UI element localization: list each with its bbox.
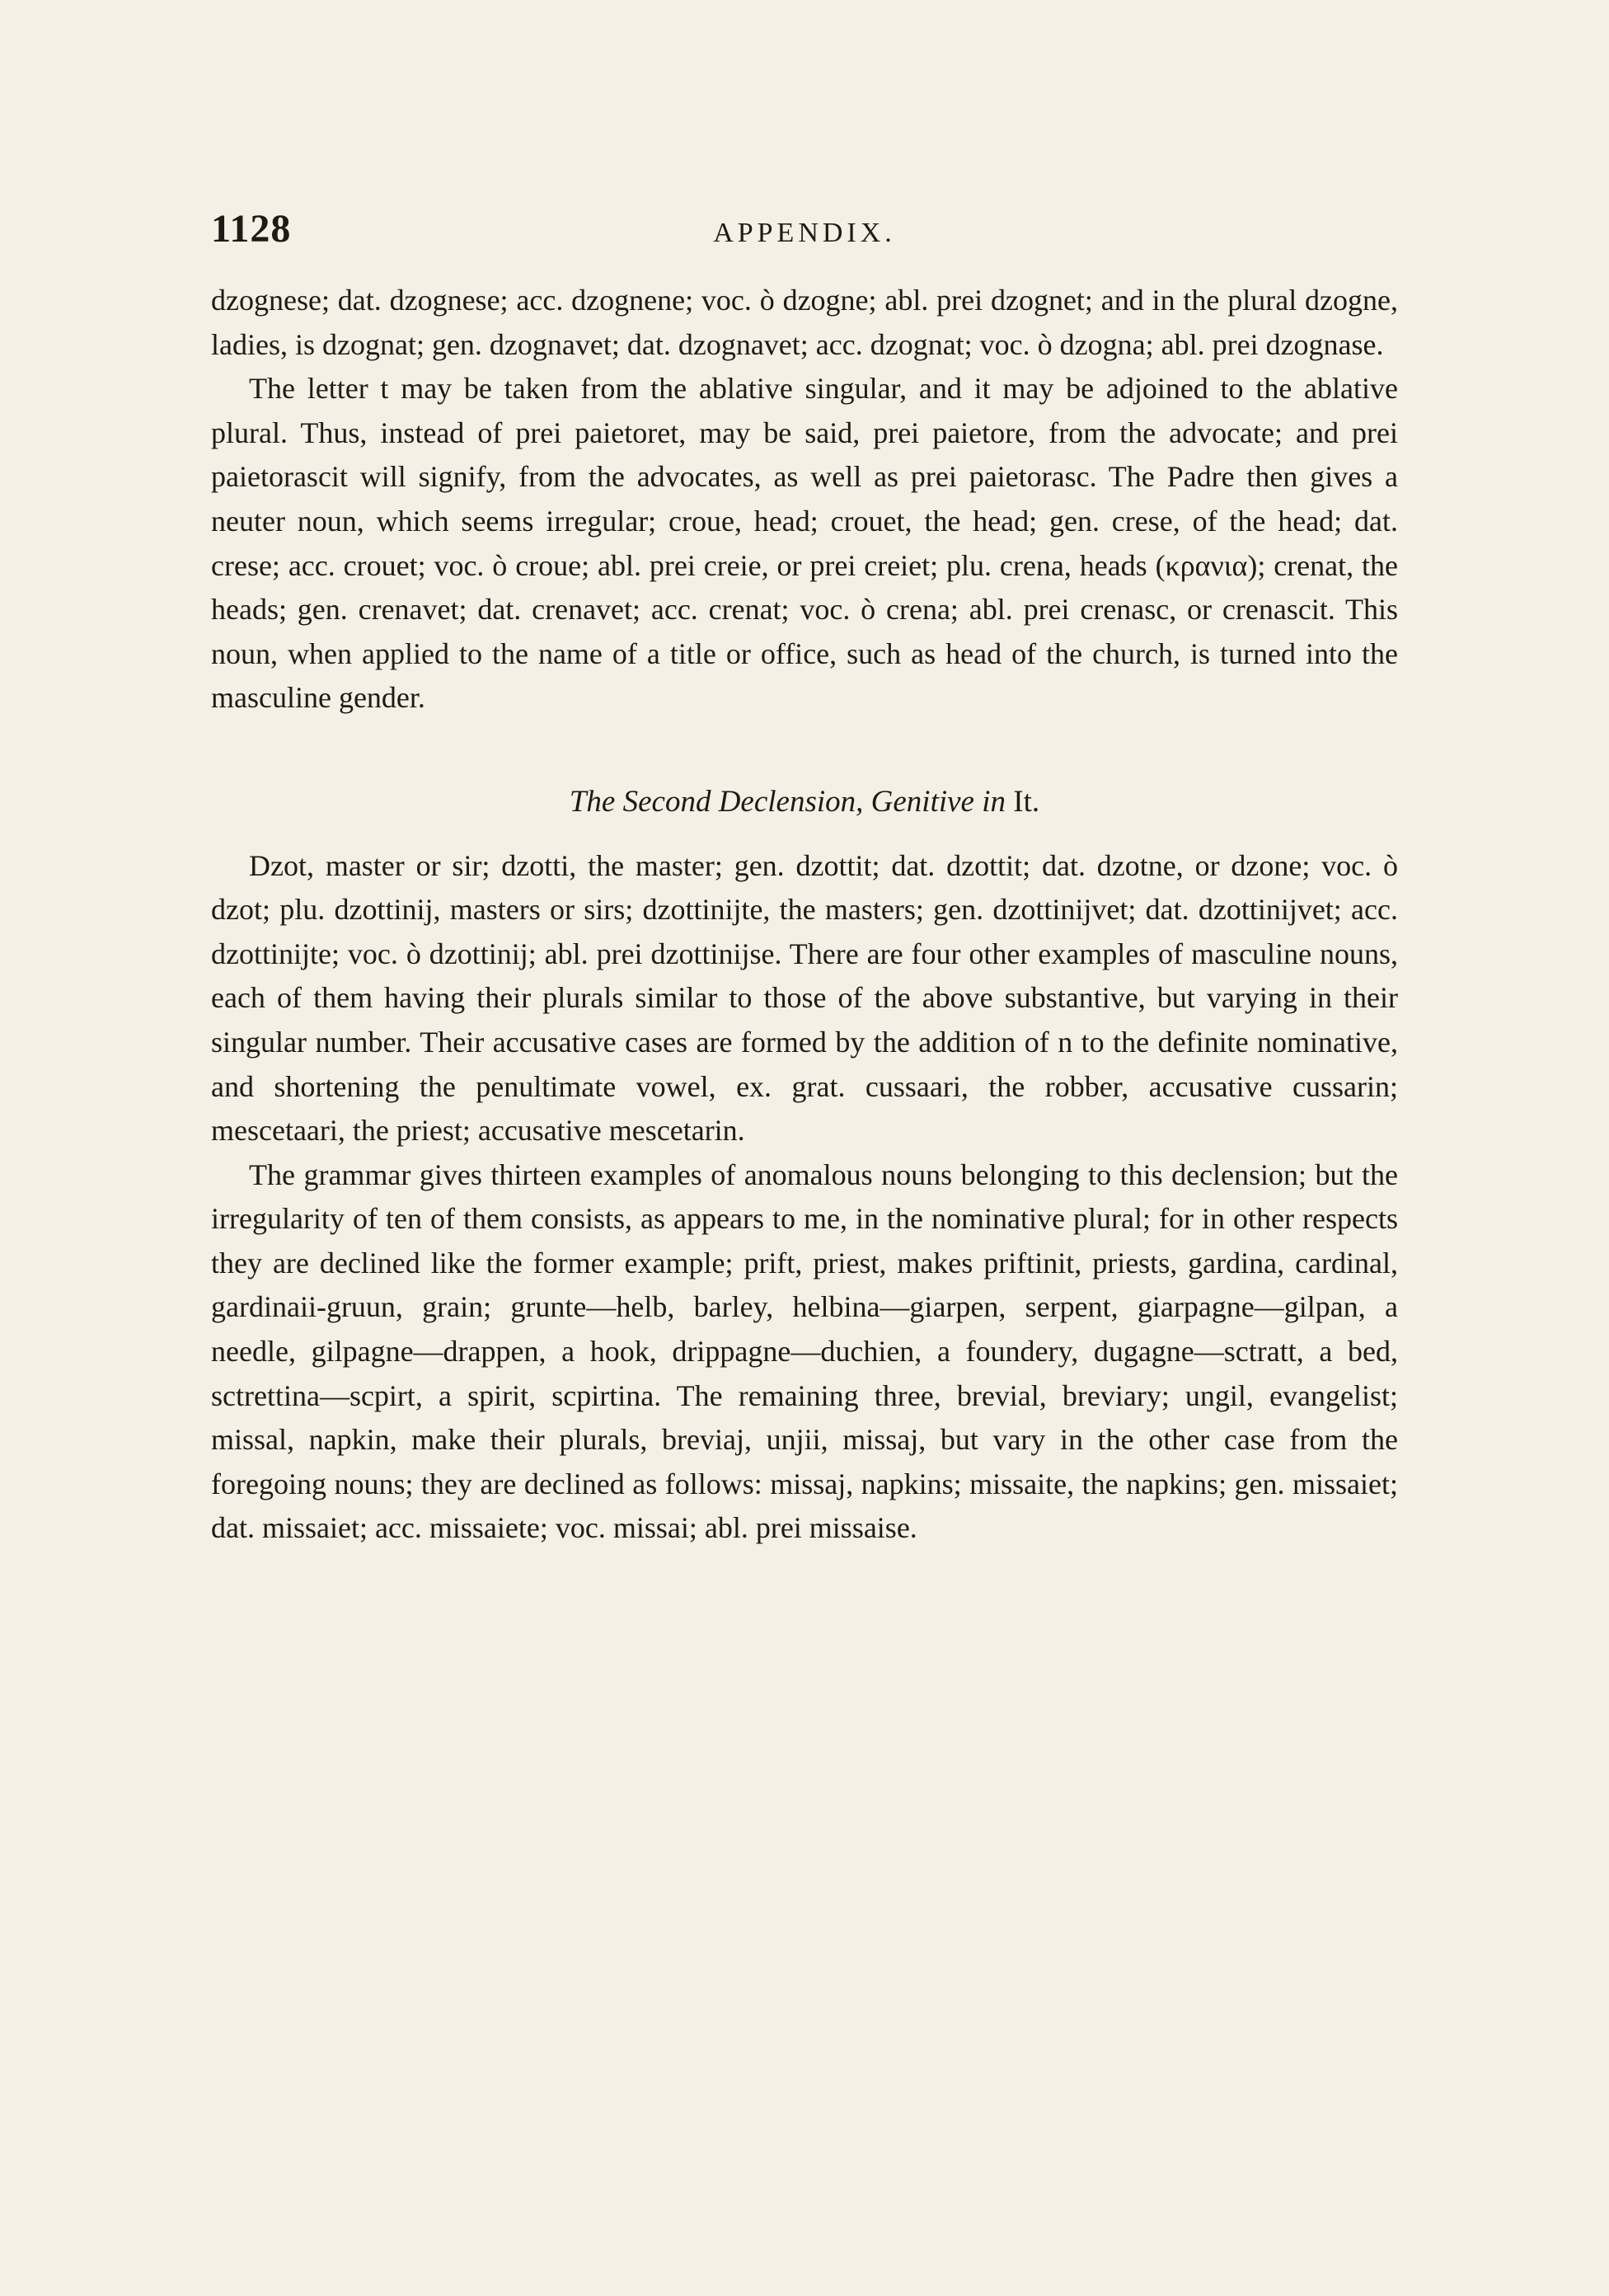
paragraph-4: The grammar gives thirteen examples of anomalous nouns belonging to this declension; but the irregularity of ten of them consists, as appears to me, in the nominative plural; for in other respects they are declined like the former example; prift, priest, makes priftinit, priests, gardina, cardinal, gardinaii-gruun, grain; grunte—helb, barley, helbina—giarpen, serpent, giarpagne—gilpan, a needle, gilpagne—drappen, a hook, drippagne—duchien, a foundery, dugagne—sctratt, a bed, sctrettina—scpirt, a spirit, scpirtina. The remaining three, brevial, breviary; ungil, evangelist; missal, napkin, make their plurals, breviaj, unjii, missaj, but vary in the other case from the foregoing nouns; they are declined as follows: missaj, napkins; missaite, the napkins; gen. missaiet; dat. missaiet; acc. missaiete; voc. missai; abl. prei missaise. [211, 1157, 1398, 1545]
section-heading-roman: It. [1013, 784, 1040, 819]
paragraph-3: Dzot, master or sir; dzotti, the master; gen. dzottit; dat. dzottit; dat. dzotne, or dzone; voc. ò dzot; plu. dzottinij, masters or sirs; dzottinijte, the masters; gen. dzottinijvet; dat. dzottinijvet; acc. dzottinijte; voc. ò dzottinij; abl. prei dzottinijse. There are four other examples of masculine nouns, each of them having their plurals similar to those of the above substantive, but varying in their singular number. Their accusative cases are formed by the addition of n to the definite nominative, and shortening the penultimate vowel, ex. grat. cussaari, the robber, accusative cussarin; mescetaari, the priest; accusative mescetarin. [211, 848, 1398, 1148]
running-title: APPENDIX. [713, 218, 896, 248]
section-heading-italic: The Second Declension, Genitive in [569, 784, 1006, 819]
running-head [211, 206, 1398, 264]
paragraph-2: The letter t may be taken from the ablative singular, and it may be adjoined to the ablative plural. Thus, instead of prei paietoret, may be said, prei paietore, from the advocate; and prei paietorascit will signify, from the advocates, as well as prei paietorasc. The Padre then gives a neuter noun, which seems irregular; croue, head; crouet, the head; gen. crese, of the head; dat. crese; acc. crouet; voc. ò croue; abl. prei creie, or prei creiet; plu. crena, heads (κρανια); crenat, the heads; gen. crenavet; dat. crenavet; acc. crenat; voc. ò crena; abl. prei crenasc, or crenascit. This noun, when applied to the name of a title or office, such as head of the church, is turned into the masculine gender. [211, 372, 1398, 715]
book-page [211, 206, 1398, 1551]
paragraph-1: dzognese; dat. dzognese; acc. dzognene; voc. ò dzogne; abl. prei dzognet; and in the plural dzogne, ladies, is dzognat; gen. dzognavet; dat. dzognavet; acc. dzognat; voc. ò dzogna; abl. prei dzognase. [211, 284, 1398, 361]
page-number: 1128 [211, 207, 292, 251]
section-heading [211, 780, 1398, 824]
